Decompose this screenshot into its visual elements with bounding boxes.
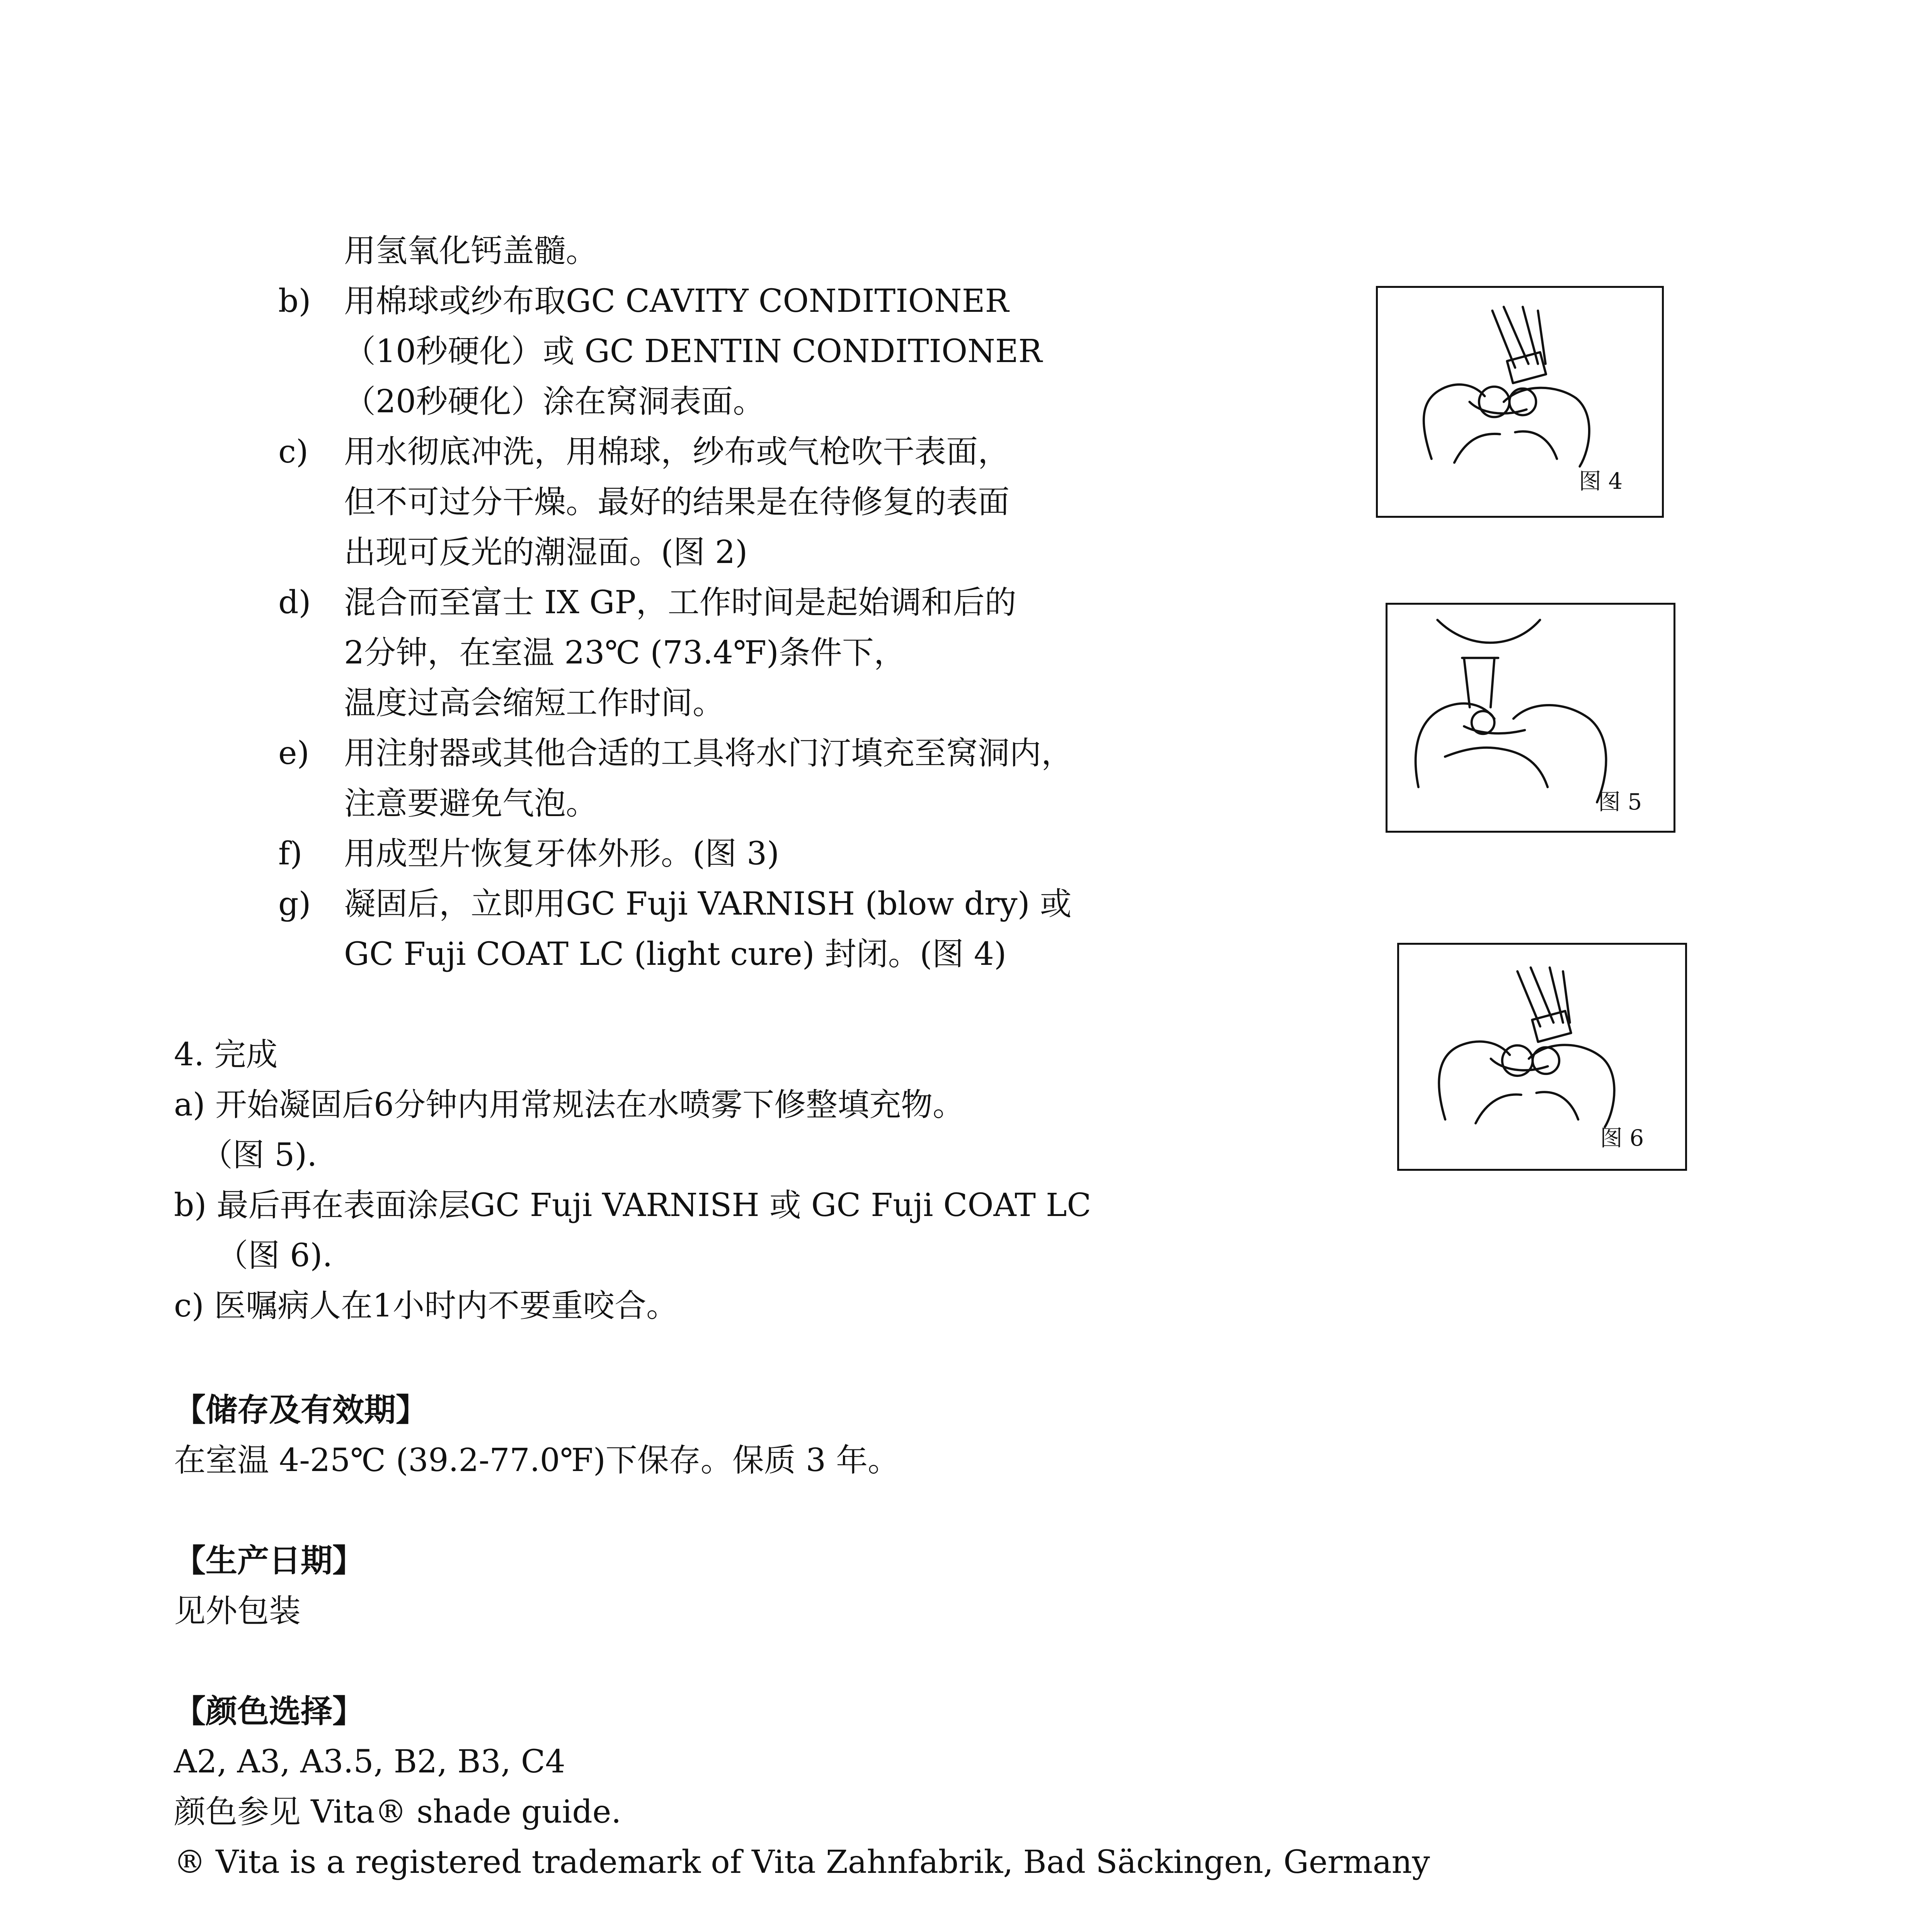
figure-4-label: 图 4 bbox=[1579, 468, 1623, 494]
finish-a-line1: a) 开始凝固后6分钟内用常规法在水喷雾下修整填充物。 bbox=[174, 1087, 965, 1123]
figure-5 bbox=[1386, 603, 1675, 833]
step3g-line1: 凝固后，立即用GC Fuji VARNISH (blow dry) 或 bbox=[344, 886, 1072, 922]
shades-list: A2, A3, A3.5, B2, B3, C4 bbox=[174, 1743, 565, 1780]
shades-reference: 颜色参见 Vita® shade guide. bbox=[174, 1794, 621, 1830]
shades-heading: 【颜色选择】 bbox=[174, 1693, 364, 1730]
step3b-line1: 用棉球或纱布取GC CAVITY CONDITIONER bbox=[344, 283, 1009, 320]
step3f-letter: f) bbox=[278, 835, 303, 872]
figure-6-label: 图 6 bbox=[1600, 1125, 1644, 1151]
step3e-letter: e) bbox=[278, 735, 310, 772]
finish-c-line1: c) 医嘱病人在1小时内不要重咬合。 bbox=[174, 1287, 678, 1324]
step3g-line2: GC Fuji COAT LC (light cure) 封闭。(图 4) bbox=[344, 936, 1006, 973]
step3c-line3: 出现可反光的潮湿面。(图 2) bbox=[344, 534, 748, 571]
figure-4 bbox=[1376, 286, 1664, 518]
step3c-letter: c) bbox=[278, 434, 308, 470]
step3d-letter: d) bbox=[278, 584, 311, 621]
figure-5-label: 图 5 bbox=[1598, 789, 1642, 815]
step3d-line2: 2分钟，在室温 23℃ (73.4℉)条件下， bbox=[344, 634, 906, 671]
step3e-line1: 用注射器或其他合适的工具将水门汀填充至窝洞内， bbox=[344, 735, 1073, 772]
step3c-line2: 但不可过分干燥。最好的结果是在待修复的表面 bbox=[344, 484, 1010, 520]
storage-text: 在室温 4-25℃ (39.2-77.0℉)下保存。保质 3 年。 bbox=[174, 1442, 900, 1479]
finish-b-line2: （图 6). bbox=[216, 1237, 333, 1274]
production-date-text: 见外包装 bbox=[174, 1593, 301, 1629]
step3b-line2: （10秒硬化）或 GC DENTIN CONDITIONER bbox=[344, 333, 1042, 370]
finish-heading: 4. 完成 bbox=[174, 1036, 278, 1073]
step3c-line1: 用水彻底冲洗，用棉球，纱布或气枪吹干表面， bbox=[344, 434, 1010, 470]
production-date-heading: 【生产日期】 bbox=[174, 1543, 364, 1579]
step3f-line1: 用成型片恢复牙体外形。(图 3) bbox=[344, 835, 780, 872]
step3e-line2: 注意要避免气泡。 bbox=[344, 785, 598, 822]
figure-6 bbox=[1397, 943, 1687, 1171]
step3b-line3: （20秒硬化）涂在窝洞表面。 bbox=[344, 383, 765, 420]
finish-a-line2: （图 5). bbox=[201, 1137, 317, 1173]
storage-heading: 【储存及有效期】 bbox=[174, 1392, 428, 1429]
step3g-letter: g) bbox=[278, 886, 311, 922]
step3d-line3: 温度过高会缩短工作时间。 bbox=[344, 685, 725, 721]
step3b-letter: b) bbox=[278, 283, 311, 320]
step3d-line1: 混合而至富士 IX GP，工作时间是起始调和后的 bbox=[344, 584, 1016, 621]
finish-b-line1: b) 最后再在表面涂层GC Fuji VARNISH 或 GC Fuji COAT LC bbox=[174, 1187, 1091, 1224]
step3a-tail: 用氢氧化钙盖髓。 bbox=[344, 233, 598, 269]
shades-trademark: ® Vita is a registered trademark of Vita Zahnfabrik, Bad Säckingen, Germany bbox=[174, 1844, 1430, 1881]
